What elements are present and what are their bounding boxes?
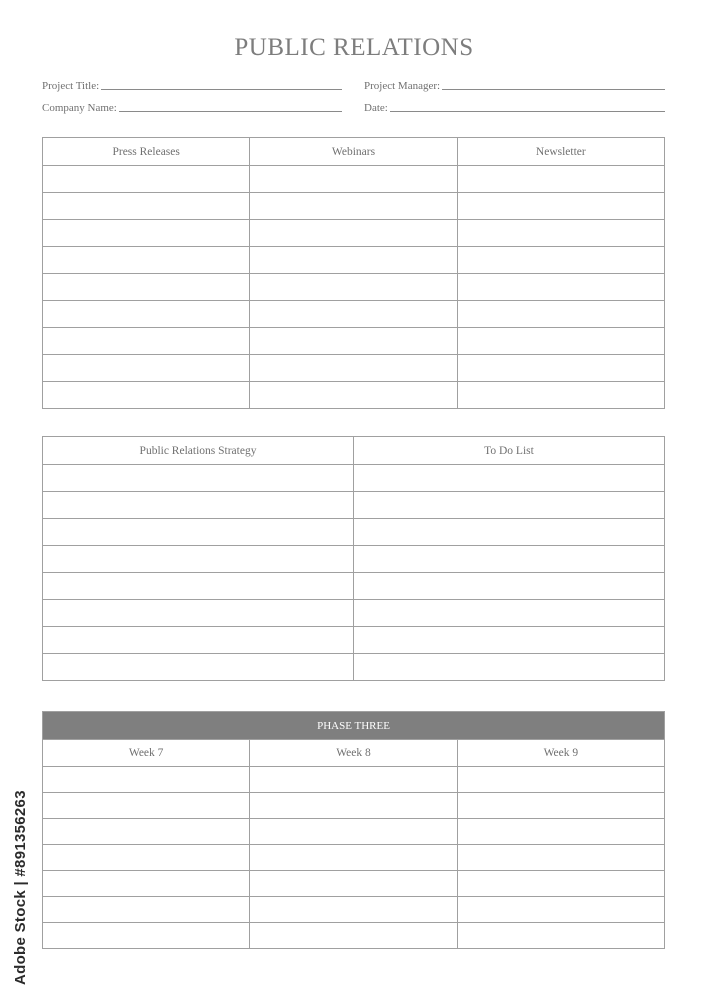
date-line[interactable] (390, 110, 665, 112)
header-press-releases: Press Releases (43, 138, 250, 166)
table-cell[interactable] (457, 166, 664, 193)
table-cell[interactable] (354, 654, 665, 681)
table-cell[interactable] (457, 247, 664, 274)
table-row (43, 871, 665, 897)
table-cell[interactable] (250, 923, 457, 949)
table-row (43, 845, 665, 871)
table-cell[interactable] (43, 654, 354, 681)
table-cell[interactable] (43, 519, 354, 546)
strategy-table (42, 436, 665, 681)
table-cell[interactable] (354, 492, 665, 519)
table-cell[interactable] (457, 220, 664, 247)
table-cell[interactable] (354, 519, 665, 546)
table-cell[interactable] (43, 845, 250, 871)
project-manager-label: Project Manager: (364, 80, 441, 92)
table-cell[interactable] (43, 301, 250, 328)
table-cell[interactable] (43, 923, 250, 949)
table-cell[interactable] (457, 767, 664, 793)
table-row (43, 193, 665, 220)
header-webinars: Webinars (250, 138, 457, 166)
project-title-field[interactable] (42, 80, 342, 92)
table-cell[interactable] (354, 600, 665, 627)
table-cell[interactable] (457, 328, 664, 355)
table-cell[interactable] (250, 355, 457, 382)
table-cell[interactable] (43, 819, 250, 845)
table-cell[interactable] (354, 627, 665, 654)
table-row (43, 492, 665, 519)
table-cell[interactable] (354, 546, 665, 573)
company-name-label: Company Name: (42, 102, 117, 114)
header-week-8: Week 8 (250, 740, 457, 767)
table-cell[interactable] (43, 492, 354, 519)
table-cell[interactable] (43, 220, 250, 247)
phase-three-table (42, 711, 665, 949)
table-cell[interactable] (43, 247, 250, 274)
table-cell[interactable] (43, 166, 250, 193)
table-cell[interactable] (43, 793, 250, 819)
table-row (43, 220, 665, 247)
stock-id-watermark: Adobe Stock | #891356263 (12, 790, 29, 985)
table-cell[interactable] (250, 845, 457, 871)
table-row (43, 355, 665, 382)
table-cell[interactable] (250, 793, 457, 819)
project-manager-line[interactable] (442, 88, 665, 90)
table-cell[interactable] (43, 627, 354, 654)
project-manager-field[interactable] (364, 80, 665, 92)
table-cell[interactable] (457, 193, 664, 220)
date-field[interactable] (364, 102, 665, 114)
table-row (43, 793, 665, 819)
table-cell[interactable] (43, 193, 250, 220)
table-row (43, 654, 665, 681)
table-cell[interactable] (457, 871, 664, 897)
table-row (43, 382, 665, 409)
table-cell[interactable] (250, 819, 457, 845)
table-cell[interactable] (250, 220, 457, 247)
date-label: Date: (364, 102, 388, 114)
table-cell[interactable] (250, 871, 457, 897)
table-cell[interactable] (43, 767, 250, 793)
table-row (43, 897, 665, 923)
table-row (43, 465, 665, 492)
table-cell[interactable] (457, 793, 664, 819)
table-cell[interactable] (250, 767, 457, 793)
table-row (43, 600, 665, 627)
table-row (43, 247, 665, 274)
table-cell[interactable] (43, 573, 354, 600)
table-cell[interactable] (250, 382, 457, 409)
project-title-line[interactable] (101, 88, 342, 90)
header-to-do-list: To Do List (354, 437, 665, 465)
table-cell[interactable] (250, 247, 457, 274)
company-name-field[interactable] (42, 102, 342, 114)
table-cell[interactable] (457, 923, 664, 949)
phase-three-header: PHASE THREE (43, 712, 665, 740)
table-row (43, 166, 665, 193)
table-cell[interactable] (250, 193, 457, 220)
media-channels-table (42, 137, 665, 409)
table-cell[interactable] (43, 546, 354, 573)
table-cell[interactable] (457, 819, 664, 845)
table-row (43, 627, 665, 654)
table-cell[interactable] (43, 355, 250, 382)
table-row (43, 328, 665, 355)
table-cell[interactable] (43, 274, 250, 301)
table-cell[interactable] (457, 897, 664, 923)
table-cell[interactable] (43, 382, 250, 409)
header-pr-strategy: Public Relations Strategy (43, 437, 354, 465)
table-cell[interactable] (250, 897, 457, 923)
table-cell[interactable] (43, 328, 250, 355)
table-cell[interactable] (43, 897, 250, 923)
table-cell[interactable] (43, 465, 354, 492)
header-week-9: Week 9 (457, 740, 664, 767)
table-row (43, 301, 665, 328)
company-name-line[interactable] (119, 110, 342, 112)
table-cell[interactable] (250, 166, 457, 193)
table-cell[interactable] (43, 600, 354, 627)
table-row (43, 767, 665, 793)
table-row (43, 923, 665, 949)
table-row (43, 819, 665, 845)
table-cell[interactable] (457, 845, 664, 871)
table-cell[interactable] (457, 301, 664, 328)
page-title: PUBLIC RELATIONS (234, 34, 474, 61)
header-newsletter: Newsletter (457, 138, 664, 166)
table-cell[interactable] (354, 465, 665, 492)
table-cell[interactable] (457, 382, 664, 409)
table-cell[interactable] (250, 301, 457, 328)
table-cell[interactable] (250, 274, 457, 301)
table-cell[interactable] (43, 871, 250, 897)
table-row (43, 546, 665, 573)
table-cell[interactable] (457, 355, 664, 382)
table-row (43, 274, 665, 301)
project-title-label: Project Title: (42, 80, 100, 92)
table-row (43, 573, 665, 600)
table-cell[interactable] (250, 328, 457, 355)
table-cell[interactable] (354, 573, 665, 600)
header-week-7: Week 7 (43, 740, 250, 767)
table-cell[interactable] (457, 274, 664, 301)
table-row (43, 519, 665, 546)
